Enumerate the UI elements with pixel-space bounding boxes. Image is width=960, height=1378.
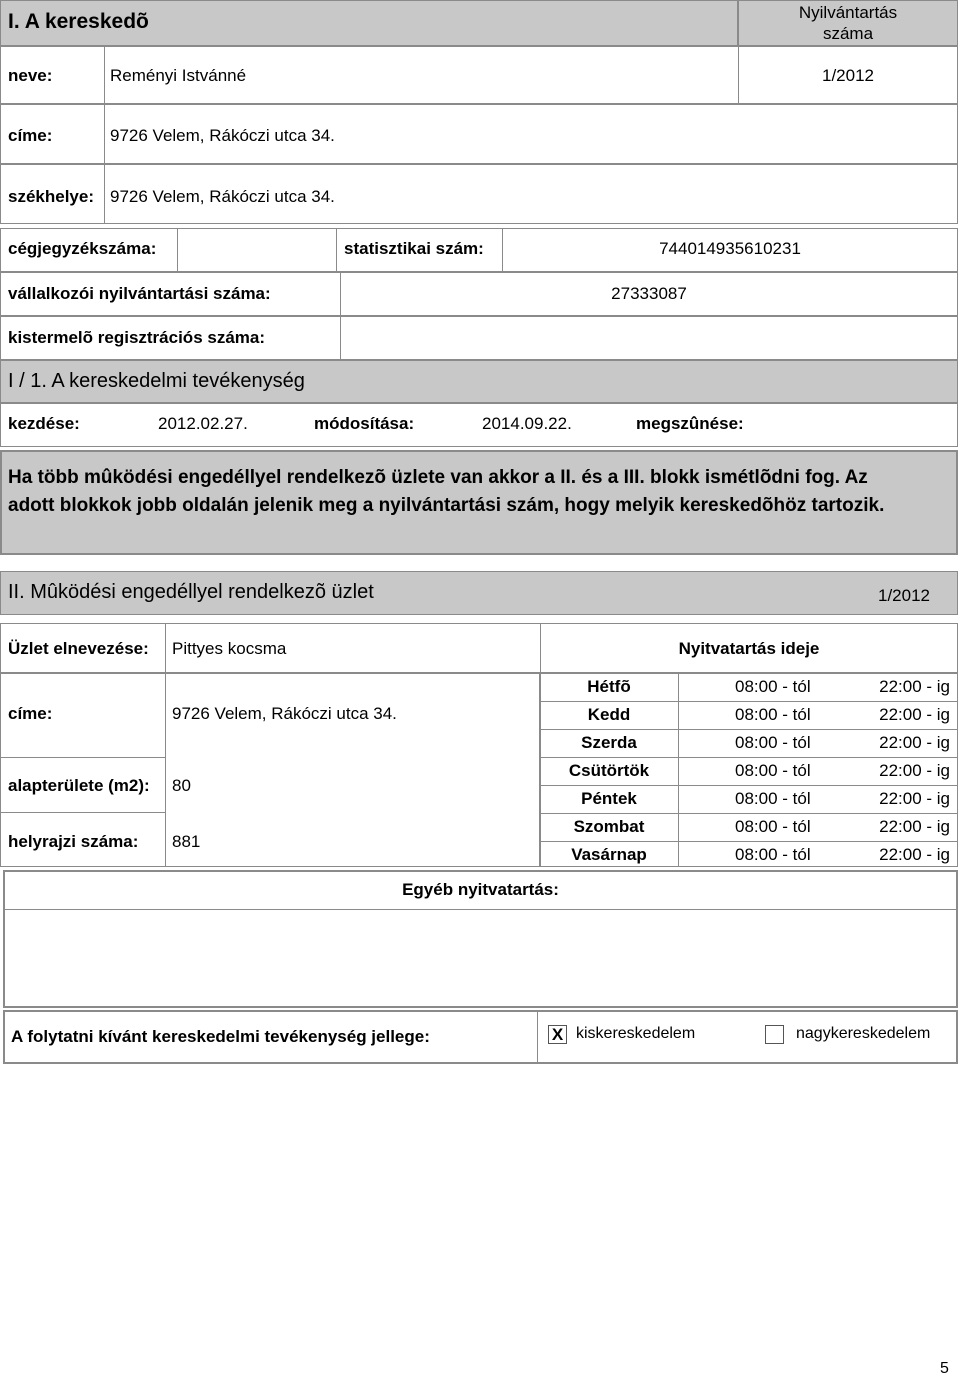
hours-day: Hétfõ: [587, 677, 631, 696]
wholesale-label: nagykereskedelem: [796, 1025, 931, 1042]
hours-day: Szerda: [581, 733, 637, 752]
stat-value: 744014935610231: [659, 239, 801, 258]
hours-from: 08:00 - tól: [735, 761, 811, 780]
activity-type-label: A folytatni kívánt kereskedelmi tevékenység jellege:: [11, 1027, 430, 1046]
hours-day: Szombat: [573, 817, 645, 836]
start-label: kezdése:: [8, 414, 80, 433]
hours-to: 22:00 - ig: [879, 817, 950, 836]
hours-to: 22:00 - ig: [879, 845, 950, 864]
shop-name-label: Üzlet elnevezése:: [8, 639, 149, 658]
hours-to: 22:00 - ig: [879, 677, 950, 696]
start-date: 2012.02.27.: [158, 414, 248, 433]
divider: [0, 757, 165, 758]
divider: [165, 623, 166, 673]
other-hours-label: Egyéb nyitvatartás:: [402, 880, 559, 899]
divider: [3, 909, 958, 910]
trader-name: Reményi Istvánné: [110, 66, 247, 85]
hours-from: 08:00 - tól: [735, 733, 811, 752]
trader-heading: I. A kereskedõ: [8, 10, 149, 33]
shop-address: 9726 Velem, Rákóczi utca 34.: [172, 704, 397, 723]
farmer-label: kistermelõ regisztrációs száma:: [8, 328, 266, 347]
hours-day: Csütörtök: [568, 761, 650, 780]
area-label: alapterülete (m2):: [8, 776, 150, 795]
page-number: 5: [940, 1360, 949, 1377]
shop-address-label: címe:: [8, 704, 53, 723]
activity-heading: I / 1. A kereskedelmi tevékenység: [8, 370, 305, 392]
hours-day: Péntek: [581, 789, 637, 808]
lot-label: helyrajzi száma:: [8, 832, 139, 851]
reg-label-line1: Nyilvántartás: [798, 3, 898, 22]
entrepreneur-label: vállalkozói nyilvántartási száma:: [8, 284, 271, 303]
address-label: címe:: [8, 126, 53, 145]
shop-reg-number: 1/2012: [878, 586, 930, 605]
company-reg-label: cégjegyzékszáma:: [8, 239, 157, 258]
wholesale-checkbox[interactable]: [765, 1025, 784, 1044]
trader-address: 9726 Velem, Rákóczi utca 34.: [110, 126, 335, 145]
name-label: neve:: [8, 66, 53, 85]
divider: [336, 228, 337, 272]
end-label: megszûnése:: [636, 414, 744, 433]
trader-reg-number: 1/2012: [822, 66, 874, 85]
shop-name: Pittyes kocsma: [172, 639, 287, 658]
modified-date: 2014.09.22.: [482, 414, 572, 433]
hours-day: Vasárnap: [571, 845, 647, 864]
hours-to: 22:00 - ig: [879, 705, 950, 724]
hours-from: 08:00 - tól: [735, 789, 811, 808]
hours-day: Kedd: [587, 705, 631, 724]
retail-checkbox[interactable]: X: [548, 1025, 567, 1044]
seat-label: székhelye:: [8, 187, 94, 206]
shop-heading: II. Mûködési engedéllyel rendelkezõ üzlet: [8, 581, 374, 603]
retail-label: kiskereskedelem: [576, 1025, 696, 1042]
entrepreneur-value: 27333087: [611, 284, 687, 303]
area-value: 80: [172, 776, 191, 795]
divider: [0, 812, 165, 813]
hours-from: 08:00 - tól: [735, 705, 811, 724]
divider: [177, 228, 178, 272]
stat-label: statisztikai szám:: [344, 239, 484, 258]
hours-to: 22:00 - ig: [879, 733, 950, 752]
notice-text: Ha több mûködési engedéllyel rendelkezõ üzlete van akkor a II. és a III. blokk ismétlõdni fog. Az adott blokkok jobb oldalán jelenik meg a nyilvántartási szám, hogy melyik kereskedõhöz tartozik.: [8, 467, 885, 516]
hours-heading: Nyitvatartás ideje: [678, 639, 820, 658]
hours-to: 22:00 - ig: [879, 789, 950, 808]
divider: [537, 1010, 538, 1064]
trader-seat: 9726 Velem, Rákóczi utca 34.: [110, 187, 335, 206]
hours-to: 22:00 - ig: [879, 761, 950, 780]
modified-label: módosítása:: [314, 414, 415, 433]
reg-label-line2: száma: [822, 24, 874, 43]
hours-from: 08:00 - tól: [735, 677, 811, 696]
divider: [165, 673, 166, 867]
lot-value: 881: [172, 832, 201, 851]
hours-from: 08:00 - tól: [735, 817, 811, 836]
hours-from: 08:00 - tól: [735, 845, 811, 864]
activity-dates-row: [0, 403, 958, 447]
